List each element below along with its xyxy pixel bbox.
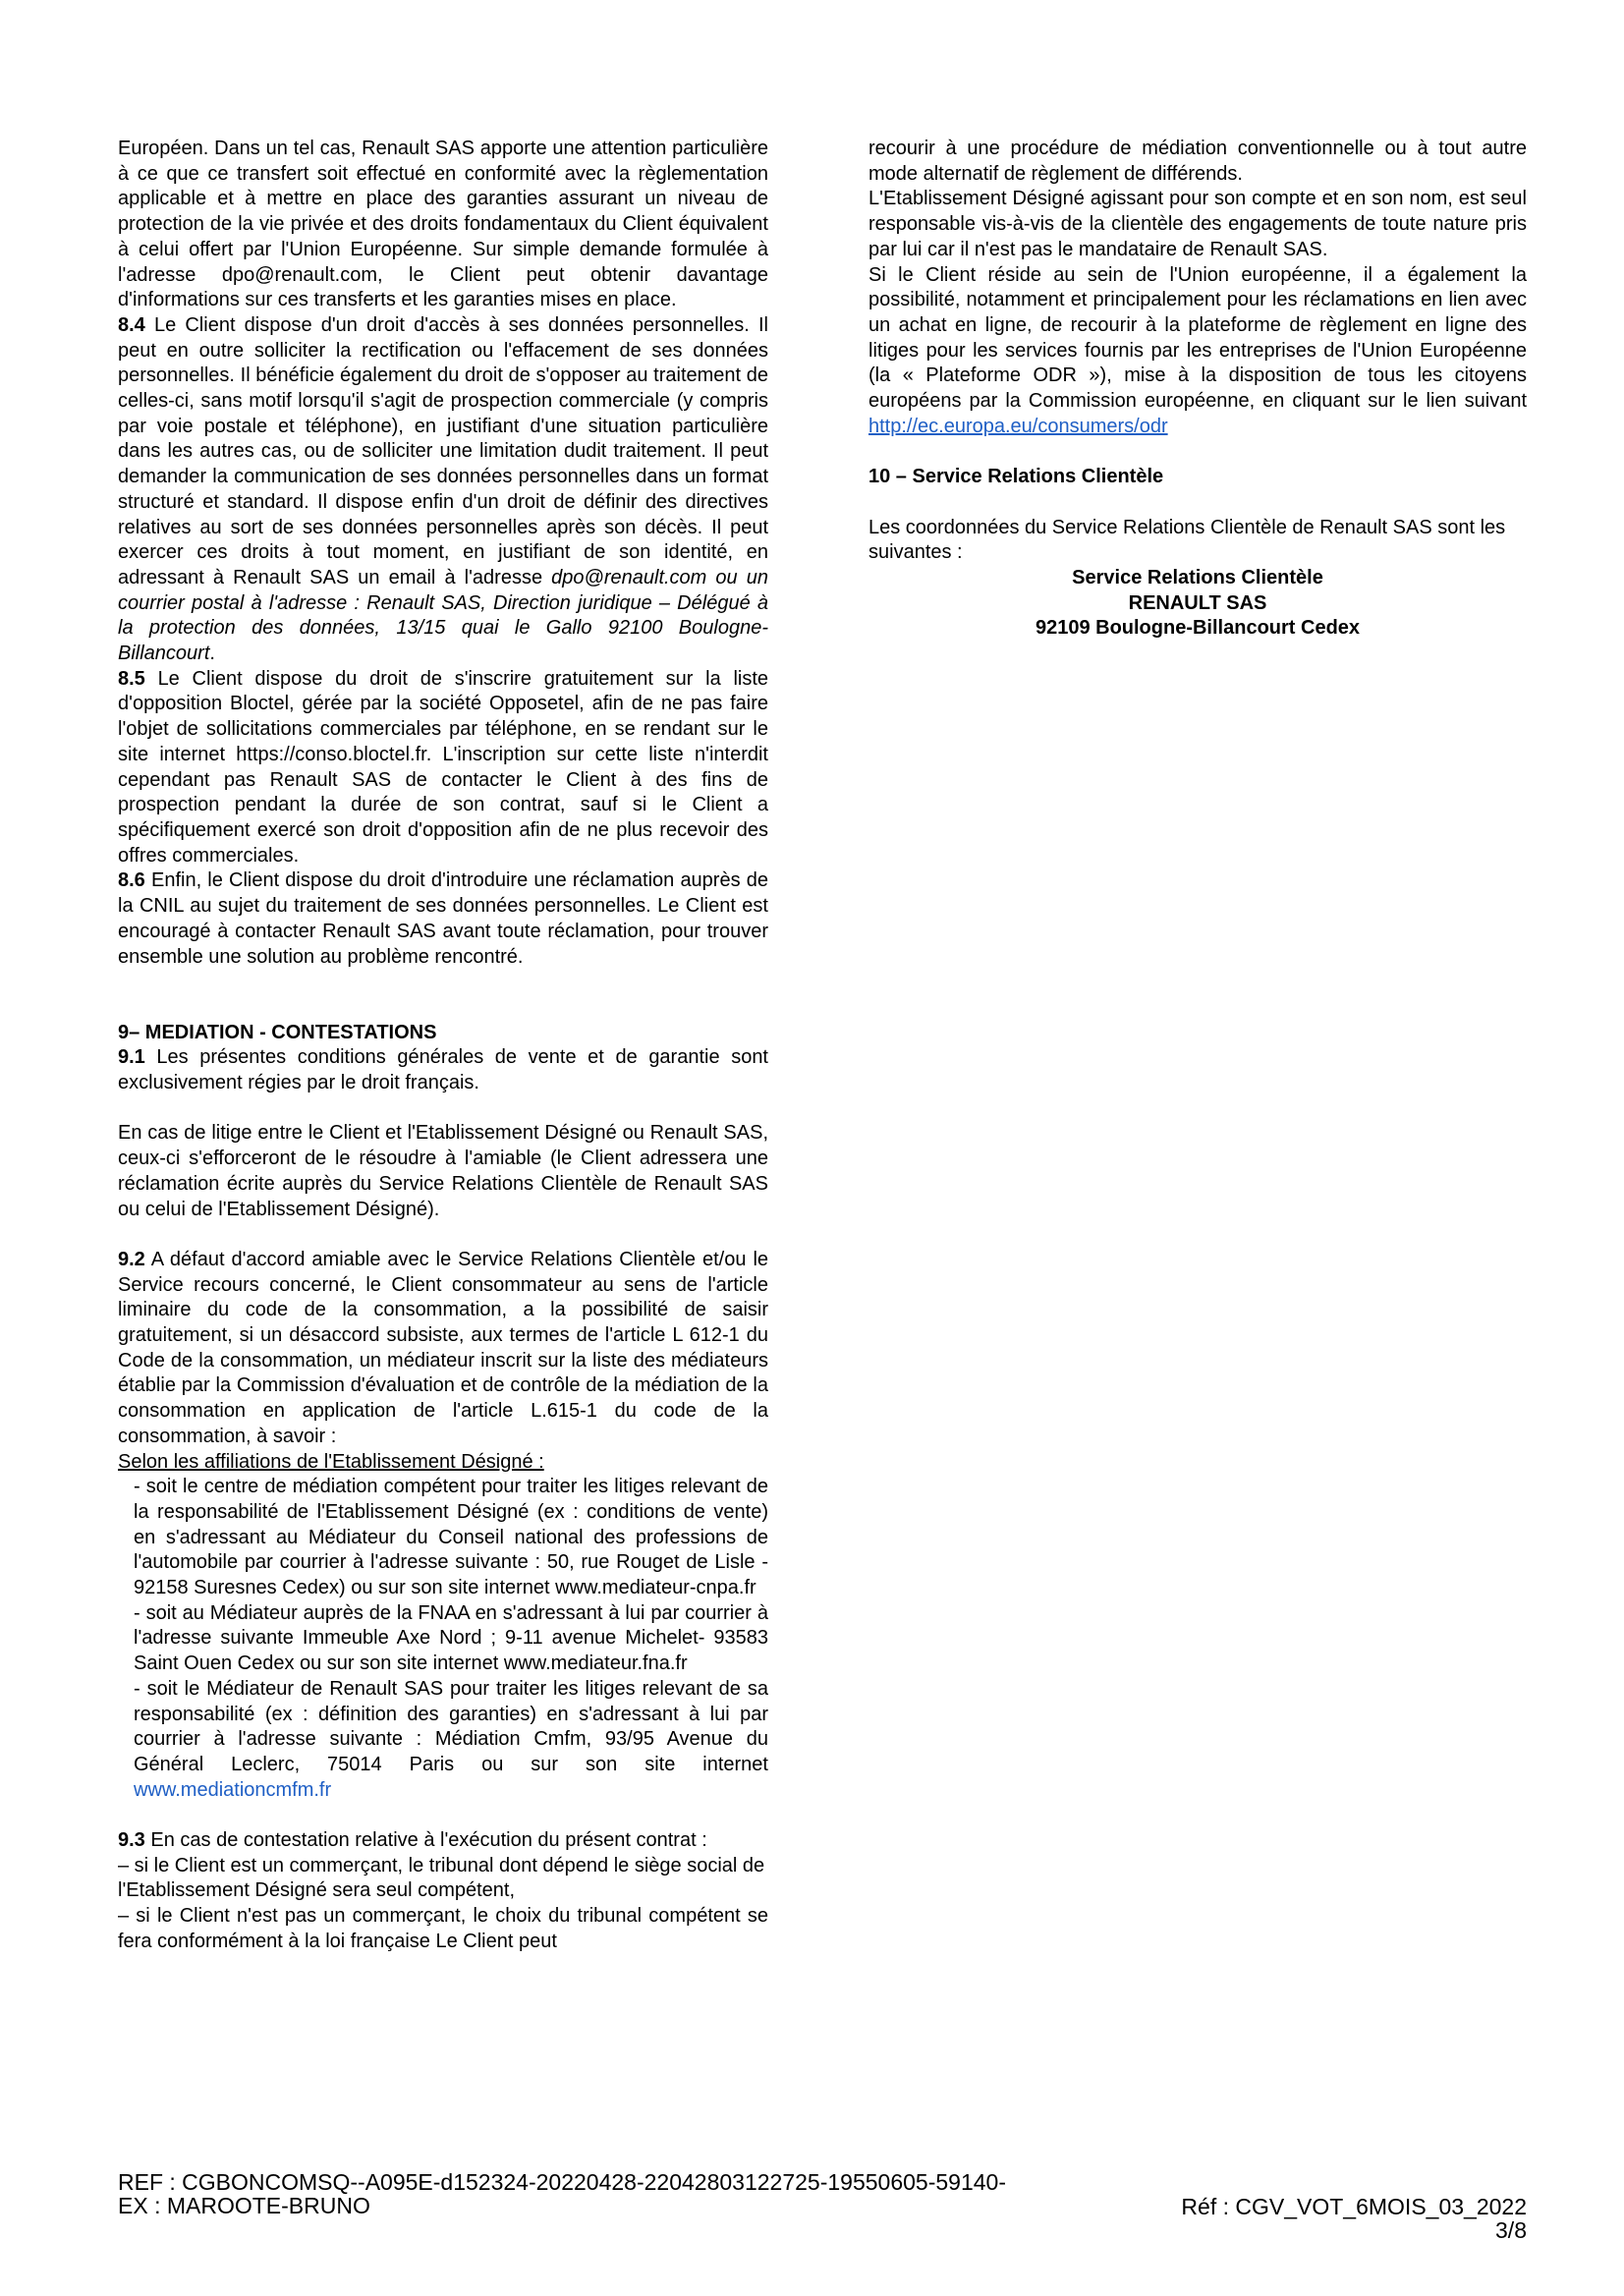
- section-8-5-number: 8.5: [118, 667, 145, 690]
- paragraph-coordonnees: Les coordonnées du Service Relations Clientèle de Renault SAS sont les suivantes :: [868, 516, 1506, 564]
- section-9-1: [118, 1045, 768, 1095]
- section-9-3: [118, 1828, 768, 1854]
- spacer: [868, 439, 1527, 465]
- paragraph-odr-text: Si le Client réside au sein de l'Union européenne, il a également la possibilité, notamment et principalement pour les réclamations en lien avec un achat en ligne, de recourir à la plateforme de règlement en ligne des litiges pour les services fournis par les entreprises de l'Union Européenne (la « Plateforme ODR »), mise à la disposition de tous les citoyens européens par la Commission européenne, en cliquant sur le lien suivant: [868, 263, 1527, 413]
- mediation-cmfm-link[interactable]: www.mediationcmfm.fr: [134, 1778, 332, 1801]
- dash-item-non-commercant: – si le Client n'est pas un commerçant, le choix du tribunal compétent se fera conformément à la loi française Le Client peut: [118, 1905, 768, 1952]
- section-9-1-text: Les présentes conditions générales de vente et de garantie sont exclusivement régies par le droit français.: [118, 1046, 768, 1093]
- paragraph-litige: En cas de litige entre le Client et l'Etablissement Désigné ou Renault SAS, ceux-ci s'efforceront de le résoudre à l'amiable (le Client adressera une réclamation écrite auprès du Service Relations Clientèle de Renault SAS ou celui de l'Etablissement Désigné).: [118, 1122, 768, 1220]
- spacer: [118, 1222, 768, 1248]
- section-9-2: [118, 1248, 768, 1450]
- section-8-6: [118, 868, 768, 970]
- section-8-4-end: .: [209, 643, 215, 665]
- mediator-option-renault: [118, 1677, 768, 1804]
- page-number: 3/8: [1495, 2217, 1527, 2243]
- section-9-2-number: 9.2: [118, 1248, 145, 1270]
- mediator-option-fnaa: - soit au Médiateur auprès de la FNAA en s'adressant à lui par courrier à l'adresse suivante Immeuble Axe Nord ; 9-11 avenue Michelet- 93583 Saint Ouen Cedex ou sur son site internet www.mediateur.fna.fr: [134, 1601, 768, 1675]
- section-8-4-address: dpo@renault.com ou un courrier postal à l'adresse : Renault SAS, Direction juridique – Délégué à la protection des données, 13/15 quai le Gallo 92100 Boulogne-Billancourt: [118, 566, 768, 665]
- section-10-heading: 10 – Service Relations Clientèle: [868, 466, 1164, 488]
- odr-link[interactable]: http://ec.europa.eu/consumers/odr: [868, 415, 1168, 437]
- section-9-heading: 9– MEDIATION - CONTESTATIONS: [118, 1021, 437, 1043]
- paragraph-mediation-conventionnelle: recourir à une procédure de médiation conventionnelle ou à tout autre mode alternatif de règlement de différends.: [868, 138, 1527, 185]
- section-8-4: [118, 313, 768, 667]
- paragraph-etablissement-responsable: L'Etablissement Désigné agissant pour son compte et en son nom, est seul responsable vis-à-vis de la clientèle des engagements de toute nature pris par lui car il n'est pas le mandataire de Renault SAS.: [868, 188, 1527, 260]
- section-8-4-number: 8.4: [118, 313, 145, 336]
- address-line-company: RENAULT SAS: [1128, 591, 1267, 614]
- spacer: [118, 970, 768, 1020]
- spacer: [868, 490, 1527, 516]
- section-8-5-text: Le Client dispose du droit de s'inscrire gratuitement sur la liste d'opposition Bloctel, gérée par la société Opposetel, afin de ne pas faire l'objet de sollicitations commerciales par téléphone, en se rendant sur le site internet https://conso.bloctel.fr. L'inscription sur cette liste n'interdit cependant pas Renault SAS de contacter le Client à des fins de prospection pendant la durée de son contrat, sauf si le Client a spécifiquement exercé son droit d'opposition afin de ne plus recevoir des offres commerciales.: [118, 667, 769, 867]
- footer-doc-ref: Réf : CGV_VOT_6MOIS_03_2022: [1181, 2194, 1527, 2219]
- affiliations-label: Selon les affiliations de l'Etablissement Désigné :: [118, 1450, 544, 1473]
- left-column: [118, 137, 768, 1955]
- mediator-option-cnpa: - soit le centre de médiation compétent pour traiter les litiges relevant de la responsabilité de l'Etablissement Désigné (ex : conditions de vente) en s'adressant au Médiateur du Conseil national des professions de l'automobile par courrier à l'adresse suivante : 50, rue Rouget de Lisle - 92158 Suresnes Cedex) ou sur son site internet www.mediateur-cnpa.fr: [134, 1476, 768, 1599]
- spacer: [118, 1096, 768, 1122]
- footer-right: [1181, 2195, 1527, 2242]
- section-9-2-text: A défaut d'accord amiable avec le Service Relations Clientèle et/ou le Service recours concerné, le Client consommateur au sens de l'article liminaire du code de la consommation, a la possibilité de saisir gratuitement, si un désaccord subsiste, aux termes de l'article L 612-1 du Code de la consommation, un médiateur inscrit sur la liste des médiateurs établie par la Commission d'évaluation et de contrôle de la médiation de la consommation en application de l'article L.615-1 du code de la consommation, à savoir :: [118, 1248, 769, 1447]
- mediator-option-renault-text: - soit le Médiateur de Renault SAS pour traiter les litiges relevant de sa responsabilité (ex : définition des garanties) en s'adressant à lui par courrier à l'adresse suivante : Médiation Cmfm, 93/95 Avenue du Général Leclerc, 75014 Paris ou sur son site internet: [134, 1677, 768, 1775]
- paragraph-transfer: Européen. Dans un tel cas, Renault SAS apporte une attention particulière à ce que ce transfert soit effectué en conformité avec la règlementation applicable et à mettre en place des garanties assurant un niveau de protection de la vie privée et des droits fondamentaux du Client équivalent à celui offert par l'Union Européenne. Sur simple demande formulée à l'adresse dpo@renault.com, le Client peut obtenir davantage d'informations sur ces transferts et les garanties mises en place.: [118, 138, 768, 311]
- footer-ref-line-1: REF : CGBONCOMSQ--A095E-d152324-20220428-22042803122725-19550605-59140-: [118, 2169, 1006, 2195]
- section-9-3-text: En cas de contestation relative à l'exécution du présent contrat :: [150, 1829, 707, 1852]
- address-line-city: 92109 Boulogne-Billancourt Cedex: [1035, 617, 1361, 640]
- paragraph-odr: [868, 263, 1527, 440]
- section-8-4-text: Le Client dispose d'un droit d'accès à ses données personnelles. Il peut en outre solliciter la rectification ou l'effacement de ses données personnelles. Il bénéficie également du droit de s'opposer au traitement de celles-ci, sans motif lorsqu'il s'agit de prospection commerciale (y compris par voie postale et téléphone), en justifiant d'une situation particulière dans les autres cas, ou de solliciter une limitation dudit traitement. Il peut demander la communication de ses données personnelles dans un format structuré et standard. Il dispose enfin d'un droit de définir des directives relatives au sort de ses données personnelles après son décès. Il peut exercer ces droits à tout moment, en justifiant de son identité, en adressant à Renault SAS un email à l'adresse: [118, 313, 768, 588]
- spacer: [118, 1803, 768, 1828]
- section-8-5: [118, 667, 768, 869]
- footer-ref-line-2: EX : MAROOTE-BRUNO: [118, 2193, 370, 2218]
- section-9-1-number: 9.1: [118, 1046, 145, 1069]
- dash-item-commercant: – si le Client est un commerçant, le tribunal dont dépend le siège social de l'Etablissement Désigné sera seul compétent,: [118, 1854, 765, 1902]
- footer-reference: [118, 2170, 1006, 2217]
- right-column: [868, 137, 1527, 642]
- section-8-6-number: 8.6: [118, 869, 145, 892]
- section-9-3-number: 9.3: [118, 1829, 145, 1852]
- section-8-6-text: Enfin, le Client dispose du droit d'introduire une réclamation auprès de la CNIL au sujet du traitement de ses données personnelles. Le Client est encouragé à contacter Renault SAS avant toute réclamation, pour trouver ensemble une solution au problème rencontré.: [118, 869, 768, 968]
- address-line-service: Service Relations Clientèle: [1072, 566, 1323, 588]
